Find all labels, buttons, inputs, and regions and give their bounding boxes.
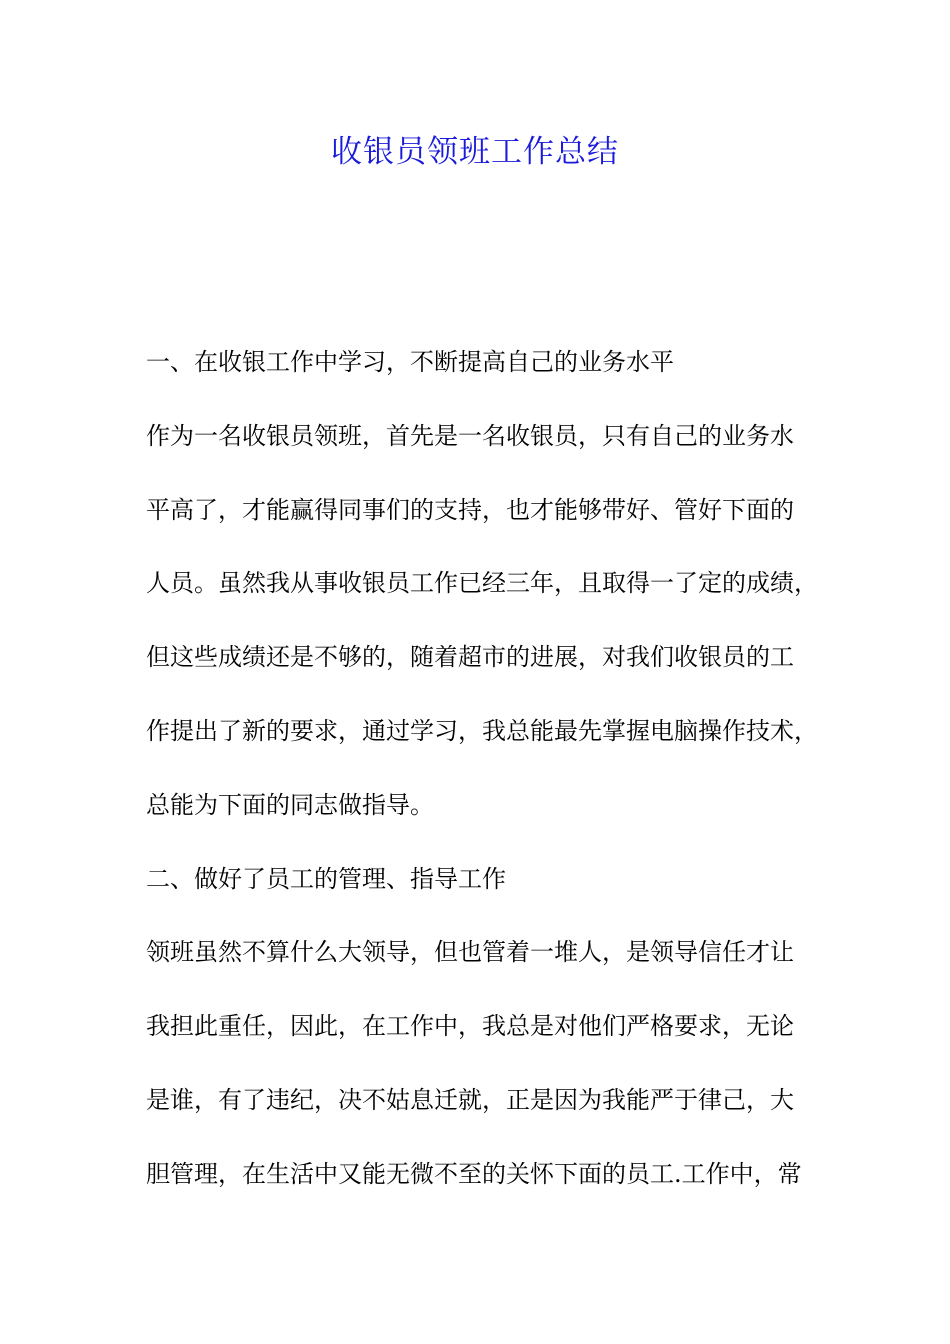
document-body [146, 338, 836, 1224]
paragraph-line: 作提出了新的要求，通过学习，我总能最先掌握电脑操作技术， [146, 716, 818, 745]
section-heading-2: 二、做好了员工的管理、指导工作 [146, 864, 506, 893]
paragraph-line: 领班虽然不算什么大领导，但也管着一堆人，是领导信任才让 [146, 938, 794, 967]
document-title: 收银员领班工作总结 [331, 134, 619, 170]
paragraph-line: 作为一名收银员领班，首先是一名收银员，只有自己的业务水 [146, 421, 794, 450]
section-heading-1: 一、在收银工作中学习，不断提高自己的业务水平 [146, 348, 674, 376]
paragraph-line: 人员。虽然我从事收银员工作已经三年，且取得一了定的成绩， [146, 569, 818, 598]
paragraph-line: 总能为下面的同志做指导。 [146, 790, 434, 819]
paragraph-line: 是谁，有了违纪，决不姑息迁就，正是因为我能严于律己，大 [146, 1085, 794, 1114]
paragraph-line: 但这些成绩还是不够的，随着超市的进展，对我们收银员的工 [146, 643, 794, 672]
paragraph-line: 我担此重任，因此，在工作中，我总是对他们严格要求，无论 [146, 1012, 794, 1041]
paragraph-line: 胆管理，在生活中又能无微不至的关怀下面的员工.工作中，常 [146, 1159, 802, 1188]
paragraph-line: 平高了，才能赢得同事们的支持，也才能够带好、管好下面的 [146, 495, 794, 524]
